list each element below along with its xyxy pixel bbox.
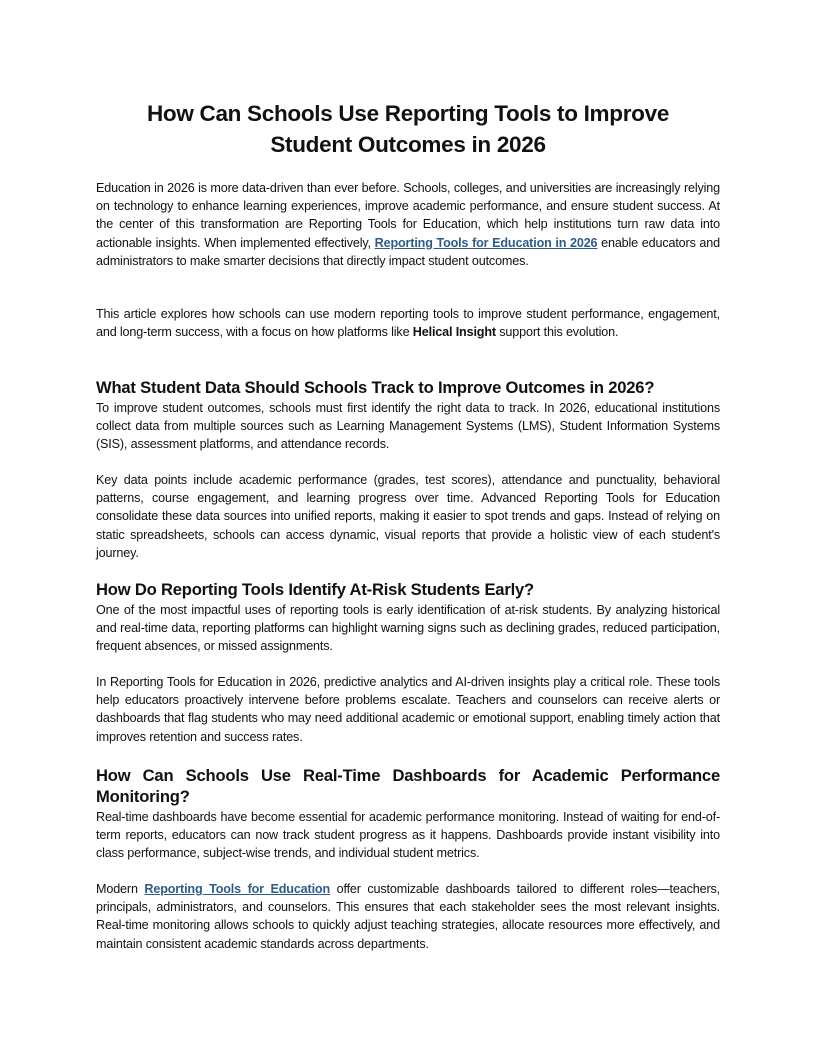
section-3-paragraph-1: Real-time dashboards have become essential for academic performance monitoring. Instead of waiting for end-of-term reports, educators can now track student progress as it happens. Dashboards provide instant visibility into class performance, subject-wise trends, and individual student metrics. bbox=[96, 810, 720, 861]
section-heading-at-risk: How Do Reporting Tools Identify At-Risk Students Early? bbox=[96, 580, 534, 599]
section-1-paragraph-2: Key data points include academic performance (grades, test scores), attendance and punctuality, behavioral patterns, course engagement, and learning progress over time. Advanced Reporting Tools for Education consolidate these data sources into unified reports, making it easier to spot trends and gaps. Instead of relying on static spreadsheets, schools can access dynamic, visual reports that provide a holistic view of each student's journey. bbox=[96, 473, 720, 560]
intro-paragraph bbox=[96, 179, 720, 270]
title-line-2: Student Outcomes in 2026 bbox=[270, 132, 546, 157]
intro-text-end: enable educators and administrators to make smarter decisions that directly impact student outcomes. bbox=[96, 235, 720, 268]
modern-text: Modern bbox=[96, 882, 145, 896]
section-2-paragraph-1: One of the most impactful uses of reporting tools is early identification of at-risk students. By analyzing historical and real-time data, reporting platforms can highlight warning signs such as declining grades, reduced participation, frequent absences, or missed assignments. bbox=[96, 603, 720, 654]
scope-text: This article explores how schools can use modern reporting tools to improve student performance, engagement, and long-term success, with a focus on how platforms like bbox=[96, 307, 720, 340]
document-title bbox=[96, 98, 720, 160]
dashboards-text-end: offer customizable dashboards tailored to different roles—teachers, principals, administrators, and counselors. This ensures that each stakeholder sees the most relevant insights. Real-time monitoring allows schools to quickly adjust teaching strategies, allocate resources more effectively, and maintain consistent academic standards across departments. bbox=[96, 882, 721, 951]
article-scope-paragraph bbox=[96, 305, 720, 341]
section-2-paragraph-2: In Reporting Tools for Education in 2026, predictive analytics and AI-driven insights play a critical role. These tools help educators proactively intervene before problems escalate. Teachers and counselors can receive alerts or dashboards that flag students who may need additional academic or emotional support, enabling timely action that improves retention and success rates. bbox=[96, 675, 720, 744]
reporting-tools-link[interactable]: Reporting Tools for Education bbox=[144, 882, 331, 896]
scope-text-end: support this evolution. bbox=[495, 325, 619, 340]
reporting-tools-2026-link[interactable]: Reporting Tools for Education in 2026 bbox=[374, 235, 598, 250]
title-line-1: How Can Schools Use Reporting Tools to Improve bbox=[146, 101, 670, 126]
section-heading-dashboards: How Can Schools Use Real-Time Dashboards for Academic Performance Monitoring? bbox=[96, 766, 720, 806]
helical-insight-text: Helical Insight bbox=[412, 325, 496, 340]
section-3-paragraph-2 bbox=[96, 880, 720, 953]
section-heading-student-data: What Student Data Should Schools Track to Improve Outcomes in 2026? bbox=[96, 378, 655, 397]
section-1-paragraph-1: To improve student outcomes, schools must first identify the right data to track. In 2026, educational institutions collect data from multiple sources such as Learning Management Systems (LMS), Student Information Systems (SIS), assessment platforms, and attendance records. bbox=[96, 401, 720, 452]
intro-text: Education in 2026 is more data-driven than ever before. Schools, colleges, and universities are increasingly relying on technology to enhance learning experiences, improve academic performance, and ensure student success. At the center of this transformation are Reporting Tools for Education, which help institutions turn raw data into actionable insights. When implemented effectively, bbox=[96, 181, 720, 250]
